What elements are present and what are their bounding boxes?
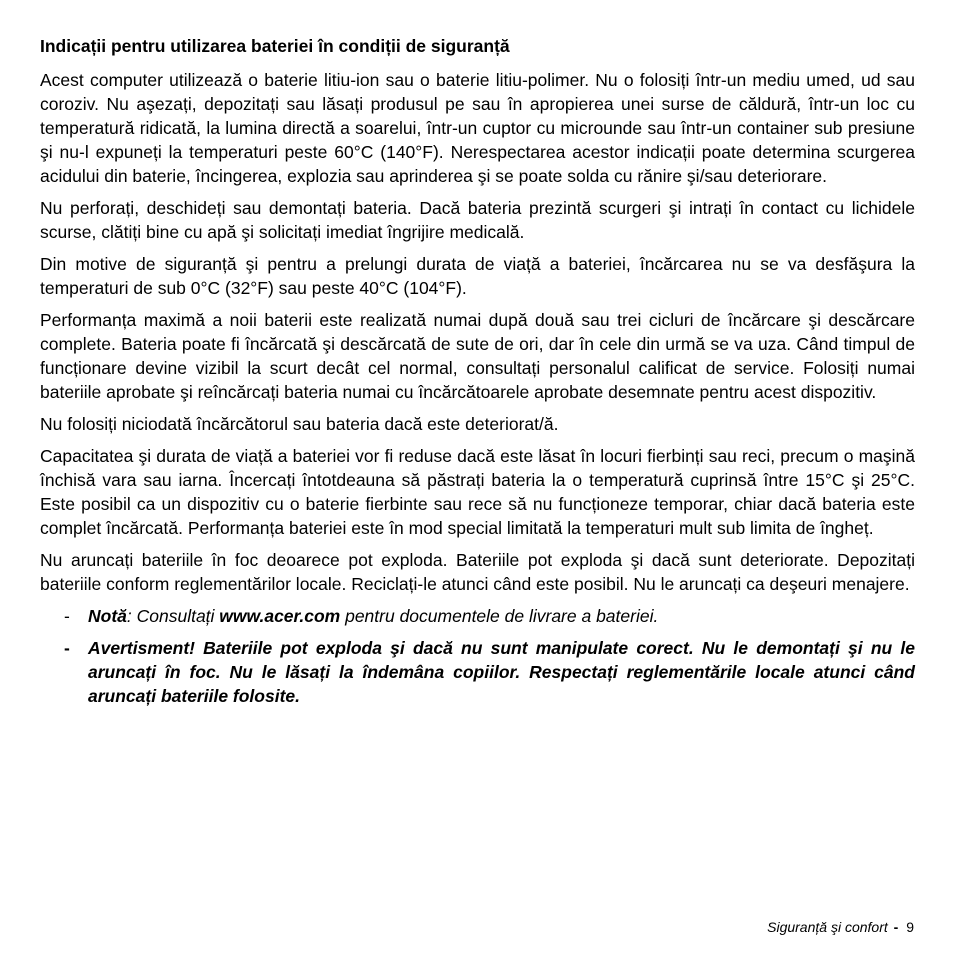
note-dash: - [64,606,70,626]
section-heading: Indicații pentru utilizarea bateriei în condiții de siguranță [40,36,510,56]
paragraph-charging-temperature: Din motive de siguranță şi pentru a prelungi durata de viață a bateriei, încărcarea nu se va desfăşura la temperaturi de sub 0°C (32°F) sau peste 40°C (104°F). [40,254,915,298]
document-page [40,34,915,716]
paragraph-disposal: Nu aruncați bateriile în foc deoarece pot exploda. Bateriile pot exploda şi dacă sunt deteriorate. Depozitați bateriile conform reglementărilor locale. Reciclați-le atunci când este posibil. Nu le aruncați ca deşeuri menajere. [40,550,915,594]
note-text-after: pentru documentele de livrare a bateriei. [340,606,659,626]
footer-separator: - [893,919,899,935]
paragraph-do-not-disassemble: Nu perforați, deschideți sau demontați bateria. Dacă bateria prezintă scurgeri şi intrați în contact cu lichidele scurse, clătiți bine cu apă şi solicitați imediat îngrijire medicală. [40,198,915,242]
note-text-before: : Consultați [126,606,220,626]
warning-text: Avertisment! Bateriile pot exploda şi dacă nu sunt manipulate corect. Nu le demontați şi nu le aruncați în foc. Nu le lăsați la îndemâna copiilor. Respectați reglementările locale atunci când aruncați bateriile folosite. [88,638,915,706]
page-number: 9 [906,919,914,935]
note-link[interactable]: www.acer.com [219,606,341,626]
note-label: Notă [88,606,127,626]
warning-item [40,636,915,708]
paragraph-capacity-temperature: Capacitatea şi durata de viață a bateriei vor fi reduse dacă este lăsat în locuri fierbinți sau reci, precum o maşină închisă vara sau iarna. Încercați întotdeauna să păstrați bateria la o temperatură cuprinsă între 15°C şi 25°C. Este posibil ca un dispozitiv cu o baterie fierbinte sau rece să nu funcționeze temporar, chiar dacă bateria este complet încărcată. Performanța bateriei este în mod special limitată la temperaturi mult sub limita de îngheț. [40,446,915,538]
paragraph-performance: Performanța maximă a noii baterii este realizată numai după două sau trei cicluri de încărcare şi descărcare complete. Bateria poate fi încărcată şi descărcată de sute de ori, dar în cele din urmă se va uza. Când timpul de funcționare devine vizibil la scurt decât cel normal, consultați personalul calificat de service. Folosiți numai bateriile aprobate şi reîncărcați bateria numai cu încărcătoarele aprobate desemnate pentru acest dispozitiv. [40,310,915,402]
warning-dash: - [64,638,70,658]
page-footer [767,918,914,936]
footer-section-title: Siguranță şi confort [767,919,888,935]
note-body [88,604,915,628]
paragraph-damaged-charger: Nu folosiți niciodată încărcătorul sau bateria dacă este deteriorat/ă. [40,414,559,434]
paragraph-storage-conditions: Acest computer utilizează o baterie litiu-ion sau o baterie litiu-polimer. Nu o folosiți într-un mediu umed, ud sau coroziv. Nu aşezați, depozitați sau lăsați produsul pe sau în apropierea unei surse de căldură, într-un loc cu temperatură ridicată, la lumina directă a soarelui, într-un cuptor cu microunde sau într-un container sub presiune şi nu-l expuneți la temperaturi peste 60°C (140°F). Nerespectarea acestor indicații poate determina scurgerea acidului din baterie, încingerea, explozia sau aprinderea şi se poate solda cu rănire şi/sau deteriorare. [40,70,915,186]
note-item [40,604,915,628]
